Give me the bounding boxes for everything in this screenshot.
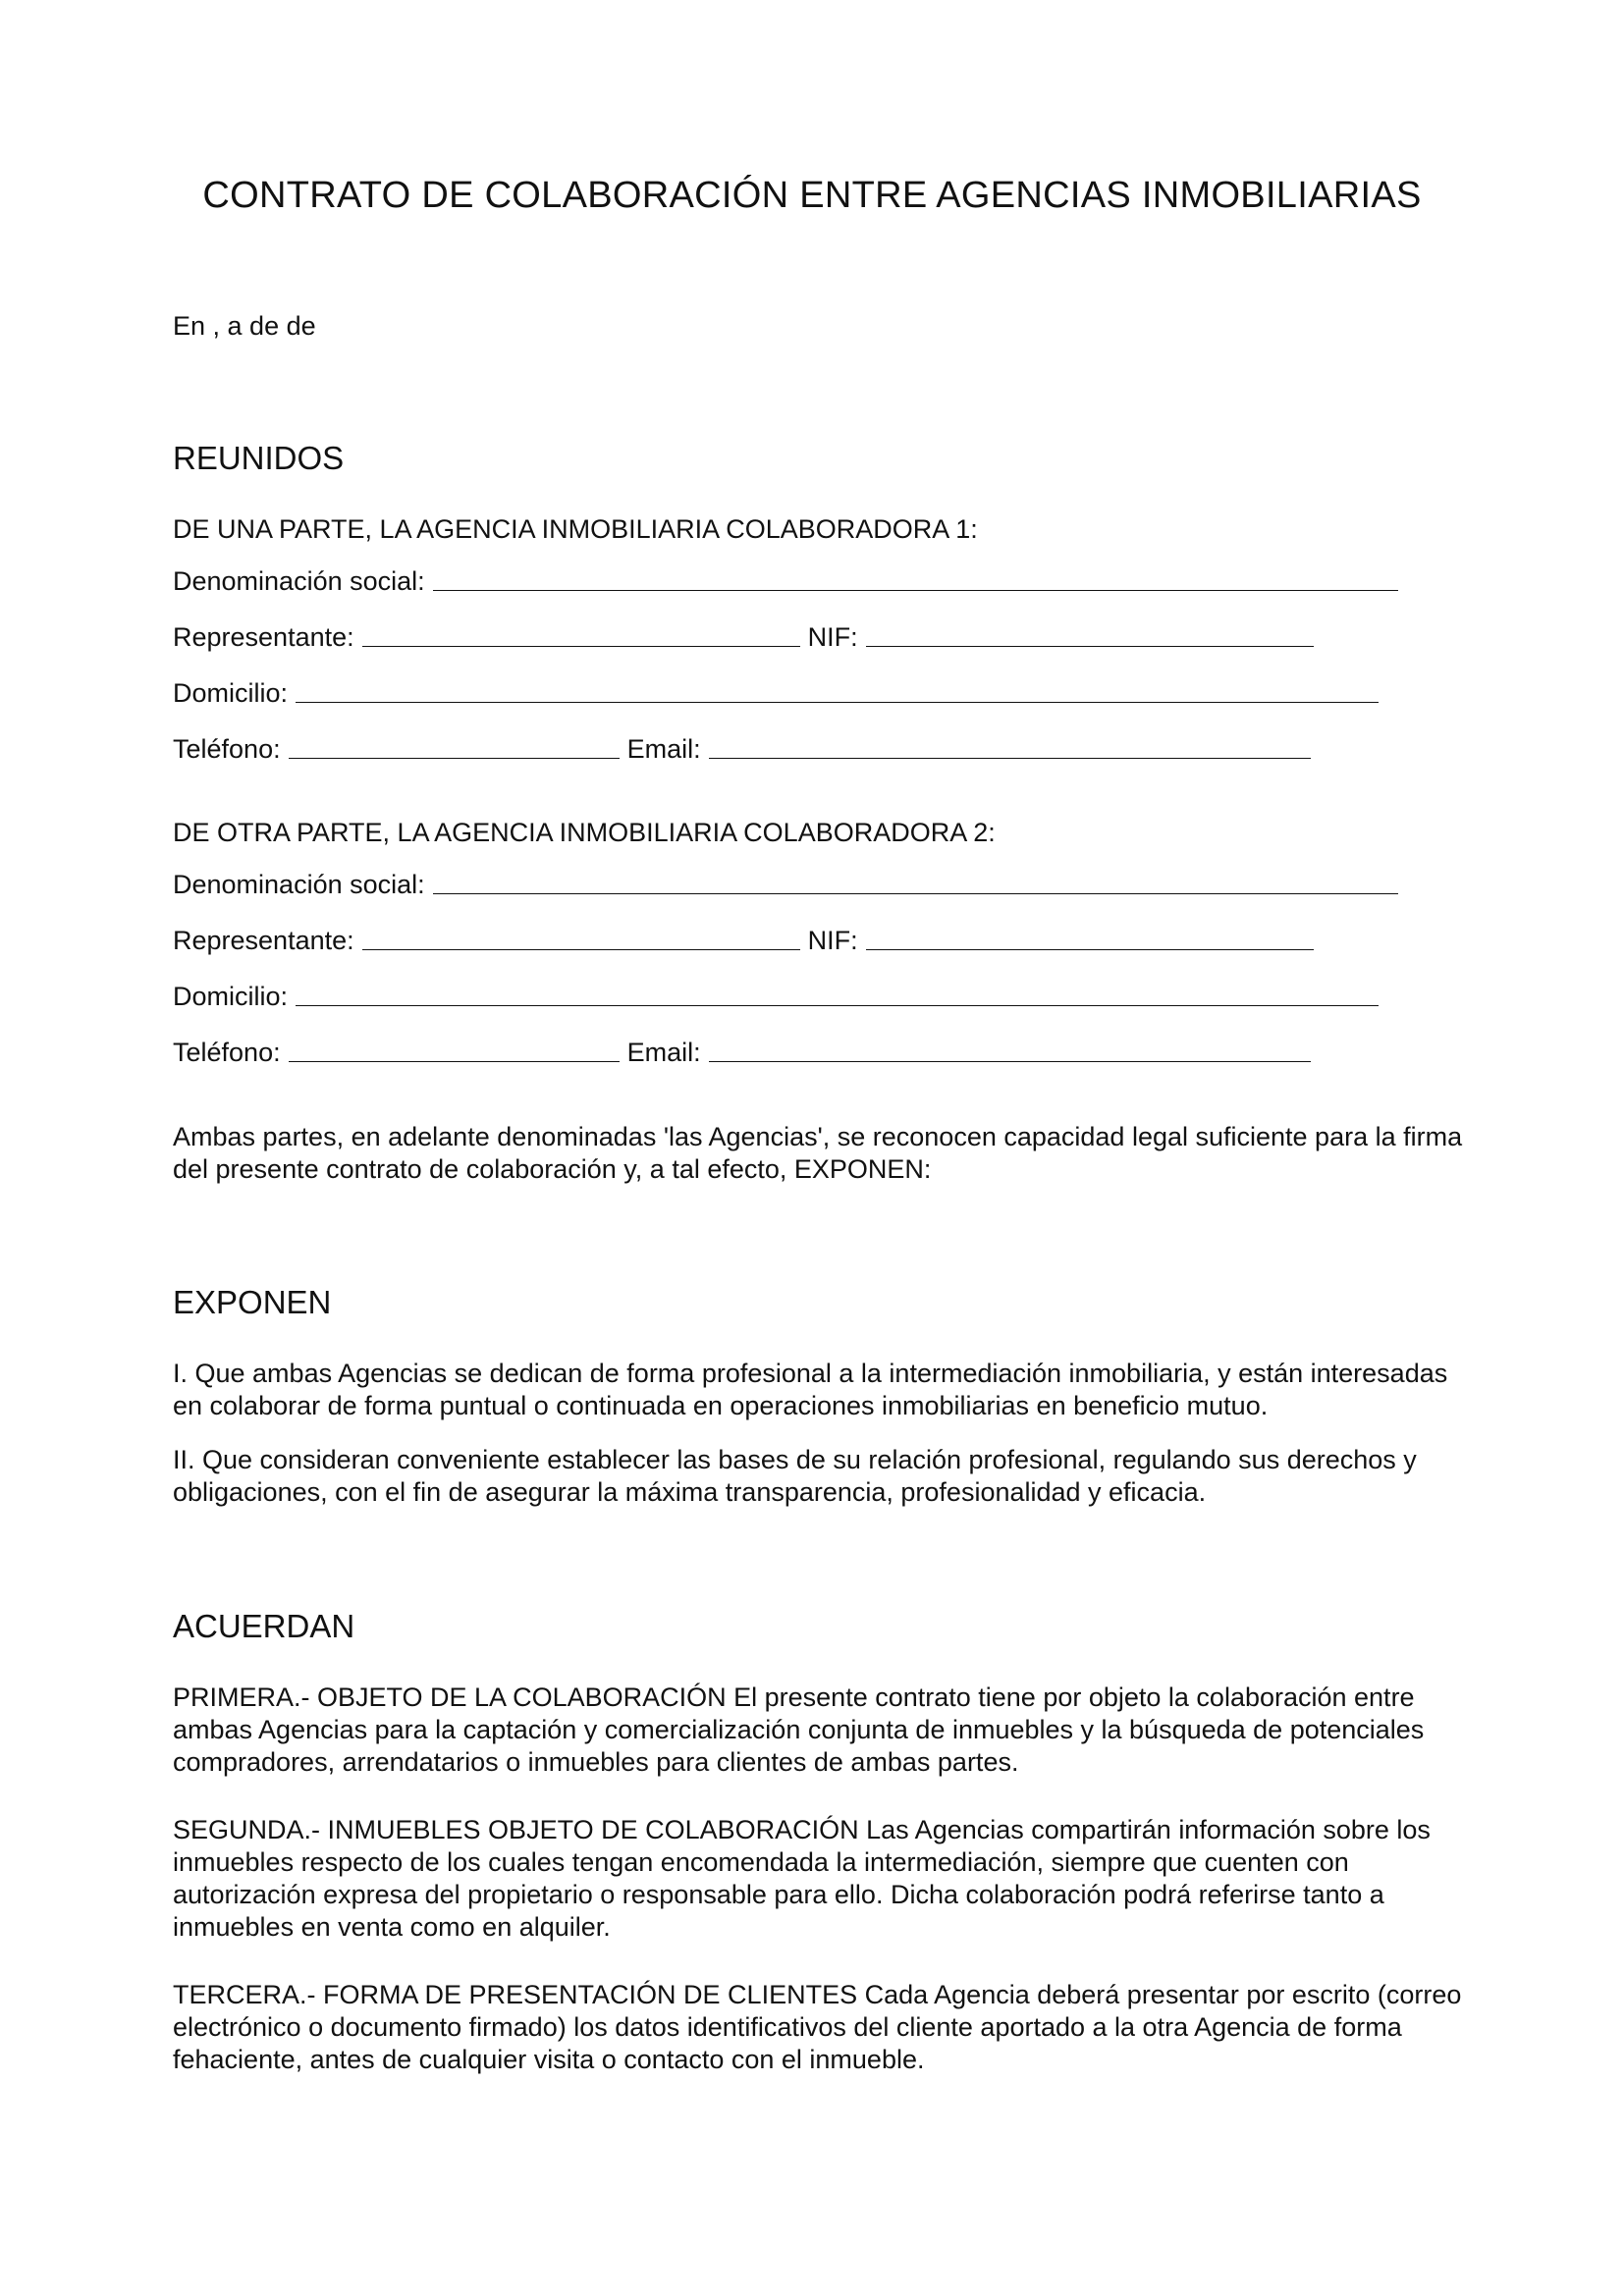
reunidos-heading: REUNIDOS	[173, 440, 345, 476]
party1-denominacion-row	[173, 563, 1406, 597]
party2-domicilio-label: Domicilio:	[173, 982, 289, 1011]
party2-denominacion-label: Denominación social:	[173, 870, 425, 899]
party2-email-field[interactable]	[709, 1061, 1311, 1062]
party1-domicilio-label: Domicilio:	[173, 678, 289, 708]
party2-nif-label: NIF:	[807, 926, 858, 955]
party2-domicilio-field[interactable]	[296, 1005, 1379, 1006]
party2-email-label: Email:	[626, 1038, 701, 1067]
party1-domicilio-row	[173, 675, 1386, 709]
clause-segunda: SEGUNDA.- INMUEBLES OBJETO DE COLABORACIÓN Las Agencias compartirán información sobre los inmuebles respecto de los cuales tengan encomendada la intermediación, siempre que cuenten con autorización expresa del propietario o responsable para ello. Dicha colaboración podrá referirse tanto a inmuebles en venta como en alquiler.	[173, 1815, 1431, 1942]
party1-representante-label: Representante:	[173, 622, 354, 652]
party1-representante-field[interactable]	[362, 646, 800, 647]
party1-email-field[interactable]	[709, 758, 1311, 759]
party1-representante-row	[173, 619, 1322, 653]
party2-denominacion-row	[173, 867, 1406, 900]
reunidos-closing-paragraph: Ambas partes, en adelante denominadas 'las Agencias', se reconocen capacidad legal suficiente para la firma del presente contrato de colaboración y, a tal efecto, EXPONEN:	[173, 1122, 1463, 1184]
party1-nif-label: NIF:	[807, 622, 858, 652]
party2-denominacion-field[interactable]	[433, 893, 1398, 894]
exponen-item-2: II. Que consideran conveniente establecer las bases de su relación profesional, regulando sus derechos y obligaciones, con el fin de asegurar la máxima transparencia, profesionalidad y eficacia.	[173, 1445, 1417, 1507]
party2-representante-field[interactable]	[362, 949, 800, 950]
acuerdan-heading: ACUERDAN	[173, 1608, 355, 1644]
date-line: En , a de de	[173, 311, 316, 341]
party2-representante-label: Representante:	[173, 926, 354, 955]
party1-contact-row	[173, 731, 1319, 765]
party2-domicilio-row	[173, 979, 1386, 1012]
party1-telefono-field[interactable]	[289, 758, 620, 759]
document-title: CONTRATO DE COLABORACIÓN ENTRE AGENCIAS INMOBILIARIAS	[202, 175, 1422, 216]
party1-denominacion-label: Denominación social:	[173, 566, 425, 596]
party2-contact-row	[173, 1035, 1319, 1068]
party2-header: DE OTRA PARTE, LA AGENCIA INMOBILIARIA COLABORADORA 2:	[173, 818, 996, 847]
party1-telefono-label: Teléfono:	[173, 734, 281, 764]
party1-nif-field[interactable]	[866, 646, 1314, 647]
clause-tercera: TERCERA.- FORMA DE PRESENTACIÓN DE CLIENTES Cada Agencia deberá presentar por escrito (correo electrónico o documento firmado) los datos identificativos del cliente aportado a la otra Agencia de forma fehaciente, antes de cualquier visita o contacto con el inmueble.	[173, 1980, 1462, 2074]
party1-email-label: Email:	[626, 734, 701, 764]
exponen-item-1: I. Que ambas Agencias se dedican de forma profesional a la intermediación inmobiliaria, y están interesadas en colaborar de forma puntual o continuada en operaciones inmobiliarias en beneficio mutuo.	[173, 1359, 1448, 1420]
party1-header: DE UNA PARTE, LA AGENCIA INMOBILIARIA COLABORADORA 1:	[173, 514, 978, 544]
clause-primera: PRIMERA.- OBJETO DE LA COLABORACIÓN El presente contrato tiene por objeto la colaboración entre ambas Agencias para la captación y comercialización conjunta de inmuebles y la búsqueda de potenciales compradores, arrendatarios o inmuebles para clientes de ambas partes.	[173, 1682, 1425, 1777]
party2-nif-field[interactable]	[866, 949, 1314, 950]
party1-domicilio-field[interactable]	[296, 702, 1379, 703]
party2-telefono-field[interactable]	[289, 1061, 620, 1062]
party1-denominacion-field[interactable]	[433, 590, 1398, 591]
party2-representante-row	[173, 923, 1322, 956]
party2-telefono-label: Teléfono:	[173, 1038, 281, 1067]
exponen-heading: EXPONEN	[173, 1284, 332, 1320]
